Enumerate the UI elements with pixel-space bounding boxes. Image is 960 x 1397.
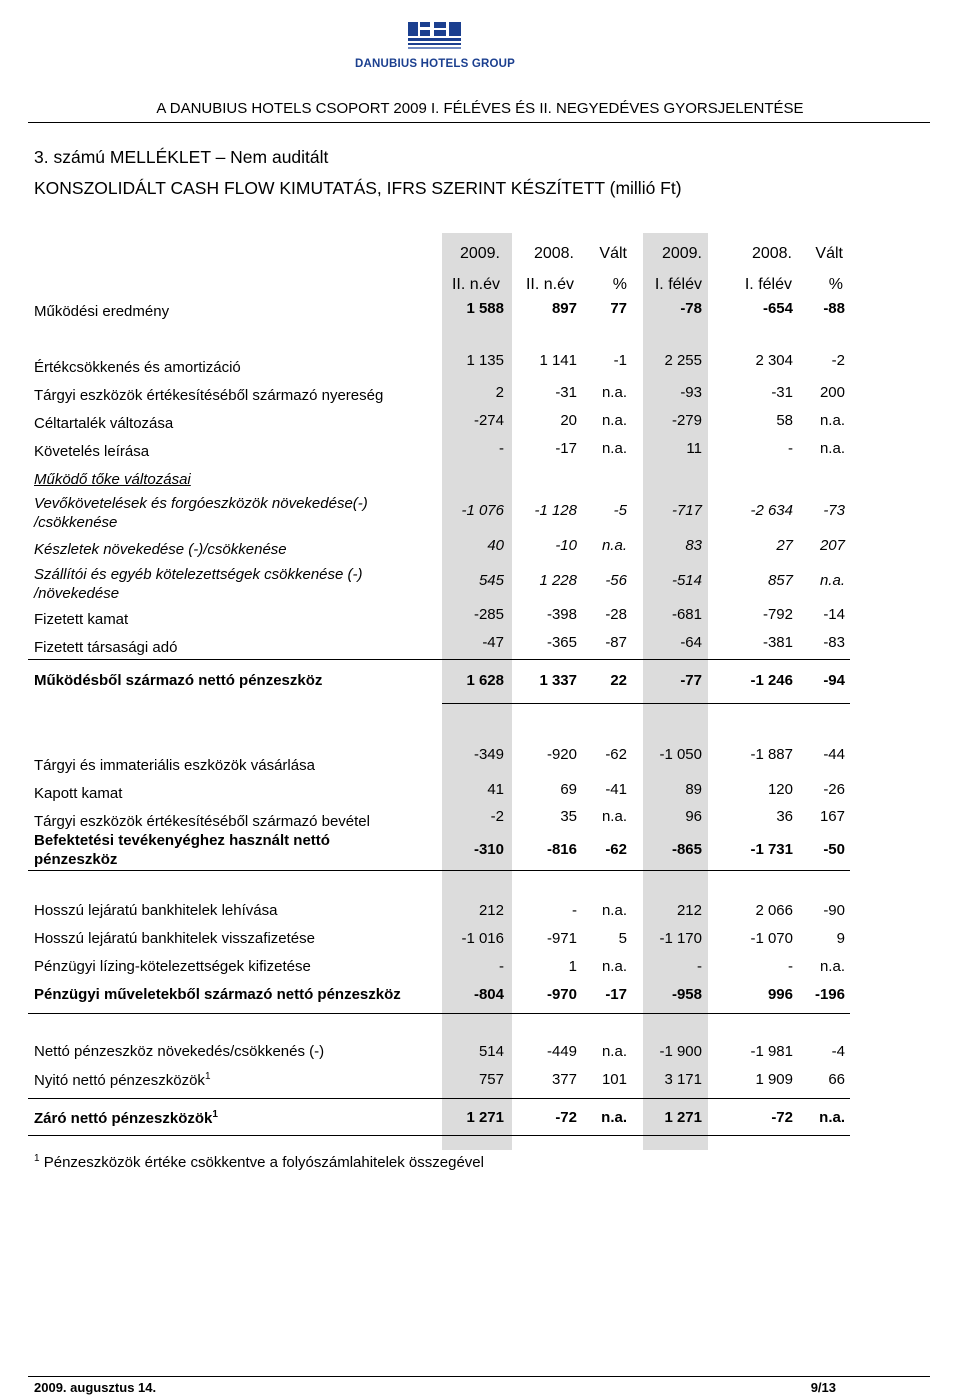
value-cell: -28 (605, 606, 627, 623)
value-cell: -816 (546, 841, 577, 858)
value-cell: 41 (487, 781, 504, 798)
value-cell: 1 271 (466, 1109, 504, 1126)
column-header-percent: % (828, 276, 843, 293)
value-cell: -681 (671, 606, 702, 623)
value-cell: -62 (605, 841, 627, 858)
row-label-asset-sale-proceeds: Tárgyi eszközök értékesítéséből származó bevétel (34, 813, 370, 830)
column-header-1 (440, 238, 500, 300)
value-cell: -1 981 (750, 1043, 793, 1060)
value-cell: 9 (836, 930, 845, 947)
value-cell: n.a. (819, 440, 845, 457)
value-cell: -1 076 (461, 502, 504, 519)
value-cell: 36 (776, 808, 793, 825)
divider-after-investing-total (28, 870, 850, 871)
value-cell: 996 (767, 986, 793, 1003)
value-cell: 1 141 (539, 352, 577, 369)
value-cell: 897 (551, 300, 577, 317)
value-cell: -1 050 (659, 746, 702, 763)
value-cell: -41 (605, 781, 627, 798)
column-header-4 (640, 238, 702, 300)
value-cell: n.a. (601, 440, 627, 457)
value-cell: 1 909 (755, 1071, 793, 1088)
value-cell: -1 (613, 352, 627, 369)
footnote (34, 1153, 484, 1171)
value-cell: 200 (819, 384, 845, 401)
value-cell: - (499, 958, 504, 975)
value-cell: 20 (560, 412, 577, 429)
value-cell: -971 (546, 930, 577, 947)
row-label-operating-result: Működési eredmény (34, 303, 170, 320)
value-cell: -514 (671, 572, 702, 589)
value-cell: -1 900 (659, 1043, 702, 1060)
value-cell: 207 (819, 537, 845, 554)
value-cell: -44 (823, 746, 845, 763)
value-cell: 58 (776, 412, 793, 429)
value-cell: n.a. (601, 808, 627, 825)
value-cell: -310 (473, 841, 504, 858)
row-label-tax-paid: Fizetett társasági adó (34, 639, 178, 656)
value-cell: -77 (680, 672, 702, 689)
value-cell: 83 (685, 537, 702, 554)
value-cell: - (788, 958, 793, 975)
value-cell: 77 (610, 300, 627, 317)
value-cell: 514 (478, 1043, 504, 1060)
value-cell: 40 (487, 537, 504, 554)
value-cell: 1 588 (466, 300, 504, 317)
value-cell: - (572, 902, 577, 919)
value-cell: 857 (767, 572, 793, 589)
value-cell: 2 066 (755, 902, 793, 919)
value-cell: -4 (831, 1043, 845, 1060)
value-cell: -449 (546, 1043, 577, 1060)
value-cell: 101 (601, 1071, 627, 1088)
value-cell: 96 (685, 808, 702, 825)
row-label-text: Nyitó nettó pénzeszközök (34, 1072, 205, 1089)
row-label-opening-cash (34, 1071, 211, 1089)
value-cell: n.a. (601, 958, 627, 975)
value-cell: -93 (680, 384, 702, 401)
value-cell: -88 (823, 300, 845, 317)
value-cell: 89 (685, 781, 702, 798)
value-cell: -970 (546, 986, 577, 1003)
value-cell: -87 (605, 634, 627, 651)
value-cell: 1 228 (539, 572, 577, 589)
value-cell: 66 (828, 1071, 845, 1088)
row-label-line: Befektetési tevékenyéghez használt nettó (34, 832, 330, 849)
row-label-asset-sale-gain: Tárgyi eszközök értékesítéséből származó nyereség (34, 387, 384, 404)
value-cell: -274 (473, 412, 504, 429)
row-label-asset-purchase: Tárgyi és immateriális eszközök vásárlása (34, 757, 315, 774)
value-cell: 2 (495, 384, 504, 401)
row-label-working-capital: Működő tőke változásai (34, 471, 191, 488)
value-cell: n.a. (601, 902, 627, 919)
value-cell: -72 (771, 1109, 793, 1126)
value-cell: -654 (762, 300, 793, 317)
value-cell: -1 731 (750, 841, 793, 858)
value-cell: -83 (823, 634, 845, 651)
row-label-receivable-writeoff: Követelés leírása (34, 443, 150, 460)
value-cell: -349 (473, 746, 504, 763)
value-cell: -1 128 (534, 502, 577, 519)
value-cell: -381 (762, 634, 793, 651)
value-cell: 2 255 (664, 352, 702, 369)
statement-title: KONSZOLIDÁLT CASH FLOW KIMUTATÁS, IFRS SZERINT KÉSZÍTETT (millió Ft) (34, 178, 682, 198)
value-cell: -72 (555, 1109, 577, 1126)
row-label-line: pénzeszköz (34, 851, 118, 868)
value-cell: -1 070 (750, 930, 793, 947)
value-cell: -14 (823, 606, 845, 623)
value-cell: 212 (478, 902, 504, 919)
value-cell: -279 (671, 412, 702, 429)
column-header-year: 2008. (533, 245, 574, 262)
footnote-marker: 1 (204, 1071, 211, 1082)
value-cell: 35 (560, 808, 577, 825)
value-cell: n.a. (819, 412, 845, 429)
row-label-provisions: Céltartalék változása (34, 415, 174, 432)
footer-date: 2009. augusztus 14. (34, 1380, 157, 1395)
divider-before-operating-total (28, 659, 850, 660)
divider-after-operating-total (442, 703, 850, 704)
footnote-marker: 1 (212, 1109, 218, 1120)
value-cell: -47 (482, 634, 504, 651)
footnote-marker: 1 (34, 1153, 40, 1164)
value-cell: 1 337 (539, 672, 577, 689)
value-cell: -920 (546, 746, 577, 763)
value-cell: 1 628 (466, 672, 504, 689)
value-cell: -78 (680, 300, 702, 317)
column-header-5 (730, 238, 792, 300)
row-label-payables-change (34, 565, 363, 603)
row-label-inventory-change: Készletek növekedése (-)/csökkenése (34, 541, 287, 558)
value-cell: - (697, 958, 702, 975)
row-label-line: Vevőkövetelések és forgóeszközök növekedése(-) (34, 495, 368, 512)
row-label-lease-payments: Pénzügyi lízing-kötelezettségek kifizetése (34, 958, 311, 975)
column-header-period: II. n.év (525, 276, 574, 293)
row-label-closing-cash (34, 1109, 218, 1127)
value-cell: 5 (618, 930, 627, 947)
report-header: A DANUBIUS HOTELS CSOPORT 2009 I. FÉLÉVES ÉS II. NEGYEDÉVES GYORSJELENTÉSE (156, 100, 804, 117)
value-cell: -10 (555, 537, 577, 554)
value-cell: -398 (546, 606, 577, 623)
column-header-change: Vált (599, 245, 627, 262)
footnote-text: Pénzeszközök értéke csökkentve a folyószámlahitelek összegével (43, 1154, 484, 1171)
value-cell: n.a. (601, 1109, 627, 1126)
value-cell: 1 (568, 958, 577, 975)
value-cell: -2 (831, 352, 845, 369)
row-label-loan-repayment: Hosszú lejáratú bankhitelek visszafizetése (34, 930, 315, 947)
column-header-year: 2009. (661, 245, 702, 262)
value-cell: 757 (478, 1071, 504, 1088)
row-label-investing-net-cash (34, 831, 330, 869)
value-cell: n.a. (601, 1043, 627, 1060)
company-logo (330, 18, 540, 80)
column-header-period: I. félév (744, 276, 792, 293)
column-header-2 (512, 238, 574, 300)
value-cell: -50 (823, 841, 845, 858)
value-cell: -717 (671, 502, 702, 519)
divider-before-closing-cash (28, 1098, 850, 1099)
value-cell: n.a. (819, 958, 845, 975)
divider-after-financing-total (28, 1013, 850, 1014)
divider-after-closing-cash (28, 1135, 850, 1136)
value-cell: 69 (560, 781, 577, 798)
value-cell: -94 (823, 672, 845, 689)
value-cell: - (788, 440, 793, 457)
value-cell: -73 (823, 502, 845, 519)
value-cell: -1 246 (750, 672, 793, 689)
value-cell: 1 271 (664, 1109, 702, 1126)
value-cell: -31 (555, 384, 577, 401)
value-cell: -196 (814, 986, 845, 1003)
value-cell: -1 016 (461, 930, 504, 947)
row-label-interest-paid: Fizetett kamat (34, 611, 129, 628)
value-cell: 2 304 (755, 352, 793, 369)
value-cell: -285 (473, 606, 504, 623)
value-cell: -31 (771, 384, 793, 401)
value-cell: -64 (680, 634, 702, 651)
value-cell: 212 (676, 902, 702, 919)
value-cell: -2 634 (750, 502, 793, 519)
value-cell: n.a. (819, 572, 845, 589)
row-label-loan-drawdown: Hosszú lejáratú bankhitelek lehívása (34, 902, 278, 919)
value-cell: 167 (819, 808, 845, 825)
value-cell: -17 (605, 986, 627, 1003)
row-label-depreciation: Értékcsökkenés és amortizáció (34, 359, 241, 376)
row-label-receivables-change (34, 494, 368, 532)
value-cell: 27 (776, 537, 793, 554)
value-cell: 11 (686, 440, 702, 457)
value-cell: -365 (546, 634, 577, 651)
annex-title: 3. számú MELLÉKLET – Nem auditált (34, 147, 329, 167)
value-cell: 377 (551, 1071, 577, 1088)
danubius-logo-icon (406, 18, 464, 54)
logo-text: DANUBIUS HOTELS GROUP (354, 58, 516, 70)
value-cell: -1 170 (659, 930, 702, 947)
value-cell: 22 (610, 672, 627, 689)
value-cell: - (499, 440, 504, 457)
value-cell: n.a. (601, 537, 627, 554)
value-cell: -90 (823, 902, 845, 919)
value-cell: -792 (762, 606, 793, 623)
column-header-percent: % (612, 276, 627, 293)
footer-page-number: 9/13 (810, 1380, 836, 1395)
header-divider (28, 122, 930, 123)
value-cell: -2 (490, 808, 504, 825)
value-cell: 3 171 (664, 1071, 702, 1088)
value-cell: -865 (671, 841, 702, 858)
row-label-financing-net-cash: Pénzügyi műveletekből származó nettó pénzeszköz (34, 986, 401, 1003)
value-cell: -5 (613, 502, 627, 519)
row-label-line: /csökkenése (34, 514, 118, 531)
row-label-net-change: Nettó pénzeszköz növekedés/csökkenés (-) (34, 1043, 325, 1060)
value-cell: n.a. (601, 384, 627, 401)
value-cell: n.a. (819, 1109, 845, 1126)
value-cell: -56 (605, 572, 627, 589)
column-header-period: II. n.év (451, 276, 500, 293)
column-header-year: 2009. (459, 245, 500, 262)
value-cell: n.a. (601, 412, 627, 429)
value-cell: -958 (671, 986, 702, 1003)
row-label-line: /növekedése (34, 585, 120, 602)
row-label-operating-net-cash: Működésből származó nettó pénzeszköz (34, 672, 323, 689)
column-header-6 (805, 238, 843, 300)
column-header-3 (585, 238, 627, 300)
column-header-year: 2008. (751, 245, 792, 262)
row-label-text: Záró nettó pénzeszközök (34, 1110, 213, 1127)
row-label-interest-received: Kapott kamat (34, 785, 123, 802)
value-cell: -26 (823, 781, 845, 798)
value-cell: 545 (478, 572, 504, 589)
value-cell: -62 (605, 746, 627, 763)
value-cell: -1 887 (750, 746, 793, 763)
value-cell: -804 (473, 986, 504, 1003)
column-header-period: I. félév (654, 276, 702, 293)
value-cell: -17 (555, 440, 577, 457)
column-header-change: Vált (815, 245, 843, 262)
footer-divider (28, 1376, 930, 1377)
row-label-line: Szállítói és egyéb kötelezettségek csökkenése (-) (34, 566, 363, 583)
value-cell: 1 135 (466, 352, 504, 369)
value-cell: 120 (767, 781, 793, 798)
